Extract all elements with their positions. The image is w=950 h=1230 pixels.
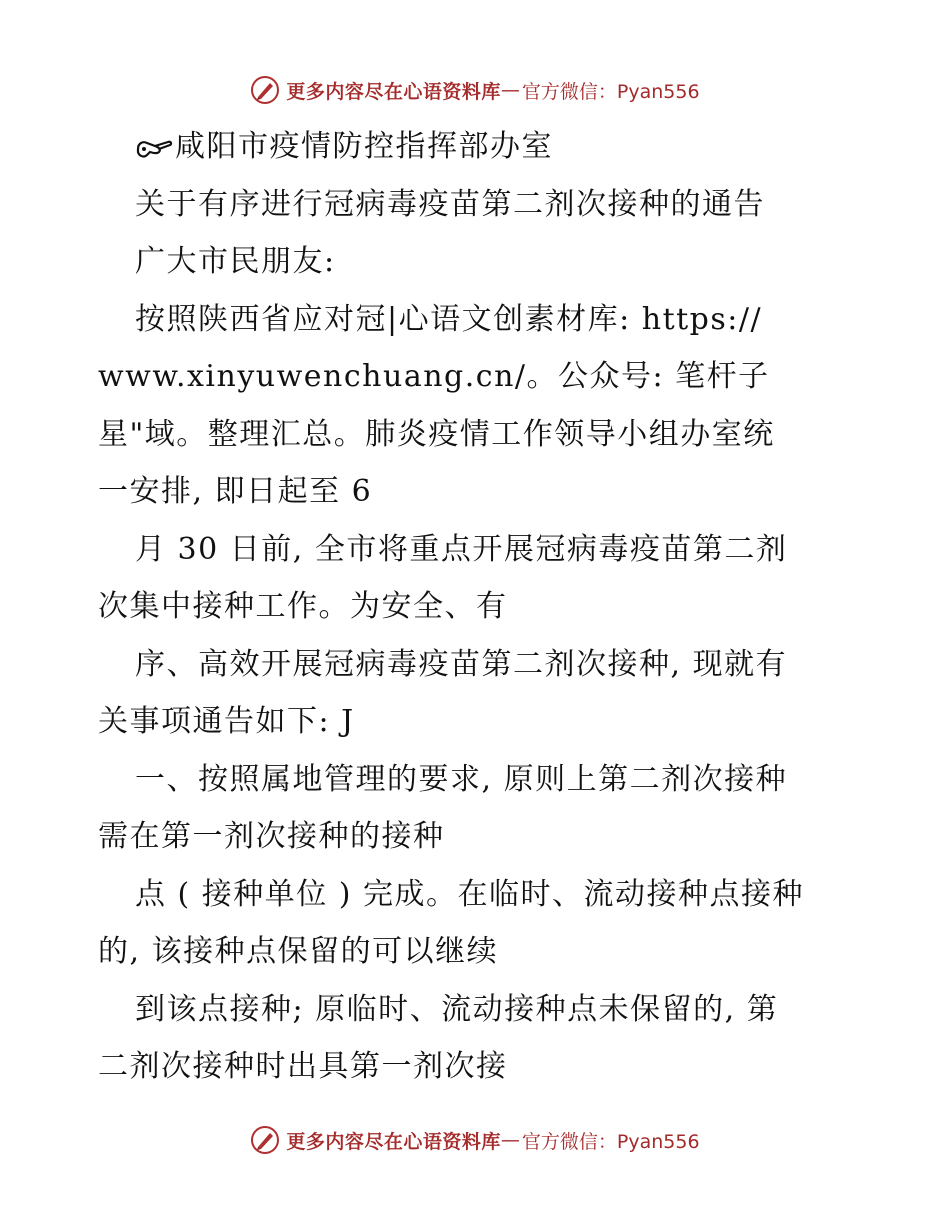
- body-line: 二剂次接种时出具第一剂次接: [98, 1049, 508, 1084]
- body-line: 需在第一剂次接种的接种: [98, 819, 445, 854]
- body-line: 星"域。整理汇总。肺炎疫情工作领导小组办室统: [98, 416, 775, 452]
- banner-text: 更多内容尽在心语资料库: [286, 80, 501, 103]
- body-line: 次集中接种工作。为安全、有: [98, 589, 508, 624]
- salutation: 广大市民朋友:: [135, 244, 336, 279]
- body-line: 的, 该接种点保留的可以继续: [98, 934, 499, 969]
- header-banner: [0, 70, 950, 110]
- body-line: 序、高效开展冠病毒疫苗第二剂次接种, 现就有: [135, 646, 788, 682]
- body-line: 月 30 日前, 全市将重点开展冠病毒疫苗第二剂: [135, 531, 788, 567]
- document-issuer: [98, 118, 858, 176]
- body-line: www.xinyuwenchuang.cn/。公众号: 笔杆子: [98, 359, 770, 394]
- body-line: 一安排, 即日起至 6: [98, 474, 373, 509]
- document-body: [98, 118, 858, 1096]
- document-title: 关于有序进行冠病毒疫苗第二剂次接种的通告: [135, 186, 765, 222]
- pen-logo-icon: [250, 75, 280, 105]
- hand-pointer-icon: [135, 133, 173, 161]
- body-line: 到该点接种; 原临时、流动接种点未保留的, 第: [135, 991, 779, 1027]
- banner-separator: —: [500, 1129, 520, 1151]
- pen-logo-icon: [250, 1125, 280, 1155]
- body-line: 按照陕西省应对冠|心语文创素材库: https://: [135, 301, 763, 337]
- body-line: 一、按照属地管理的要求, 原则上第二剂次接种: [135, 761, 788, 797]
- body-line: 关事项通告如下: J: [98, 704, 355, 739]
- footer-banner: [0, 1120, 950, 1160]
- issuer-text: 咸阳市疫情防控指挥部办室: [175, 129, 553, 164]
- banner-wechat: 官方微信：Pyan556: [521, 80, 700, 103]
- banner-wechat: 官方微信：Pyan556: [521, 1130, 700, 1153]
- banner-separator: —: [500, 79, 520, 101]
- body-line: 点 ( 接种单位 ) 完成。在临时、流动接种点接种: [135, 876, 805, 912]
- banner-text: 更多内容尽在心语资料库: [286, 1130, 501, 1153]
